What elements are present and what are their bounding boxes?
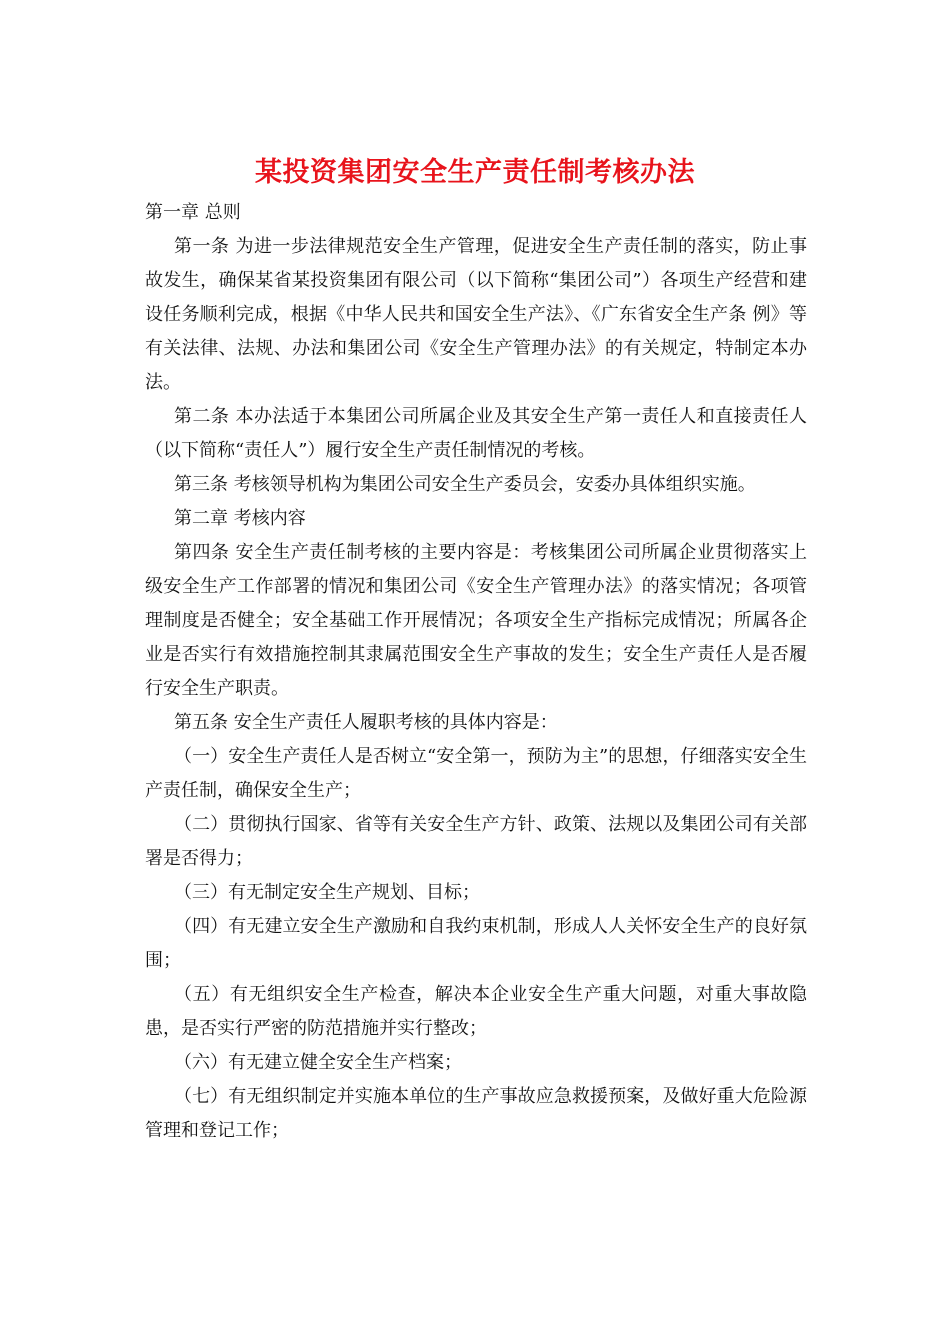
article-paragraph: 第一条 为进一步法律规范安全生产管理，促进安全生产责任制的落实，防止事故发生，确保某省某投资集团有限公司（以下简称“集团公司”）各项生产经营和建设任务顺利完成，根据《中华人民共和国安全生产法》、《广东省安全生产条 例》等有关法律、法规、办法和集团公司《安全生产管理办法》的有关规定，特制定本办法。	[145, 236, 807, 393]
list-item: （二）贯彻执行国家、省等有关安全生产方针、政策、法规以及集团公司有关部署是否得力；	[145, 814, 807, 869]
list-item: （五）有无组织安全生产检查，解决本企业安全生产重大问题，对重大事故隐患，是否实行严密的防范措施并实行整改；	[145, 984, 807, 1039]
list-item: （六）有无建立健全安全生产档案；	[174, 1052, 462, 1073]
article-paragraph: 第五条 安全生产责任人履职考核的具体内容是：	[174, 712, 558, 733]
list-item: （三）有无制定安全生产规划、目标；	[174, 882, 480, 903]
list-item: （一）安全生产责任人是否树立“安全第一，预防为主”的思想，仔细落实安全生产责任制，确保安全生产；	[145, 746, 807, 801]
chapter-heading: 第二章 考核内容	[174, 508, 306, 529]
list-item: （七）有无组织制定并实施本单位的生产事故应急救援预案，及做好重大危险源管理和登记工作；	[145, 1086, 807, 1141]
article-paragraph: 第二条 本办法适于本集团公司所属企业及其安全生产第一责任人和直接责任人（以下简称“责任人”）履行安全生产责任制情况的考核。	[145, 406, 807, 461]
article-paragraph: 第四条 安全生产责任制考核的主要内容是：考核集团公司所属企业贯彻落实上级安全生产工作部署的情况和集团公司《安全生产管理办法》的落实情况；各项管理制度是否健全；安全基础工作开展情况；各项安全生产指标完成情况；所属各企业是否实行有效措施控制其隶属范围安全生产事故的发生；安全生产责任人是否履行安全生产职责。	[145, 542, 807, 699]
list-item: （四）有无建立安全生产激励和自我约束机制，形成人人关怀安全生产的良好氛围；	[145, 916, 807, 971]
article-paragraph: 第三条 考核领导机构为集团公司安全生产委员会，安委办具体组织实施。	[174, 474, 756, 495]
document-body	[145, 196, 807, 1148]
document-title: 某投资集团安全生产责任制考核办法	[255, 157, 695, 188]
chapter-heading: 第一章 总则	[145, 202, 241, 223]
